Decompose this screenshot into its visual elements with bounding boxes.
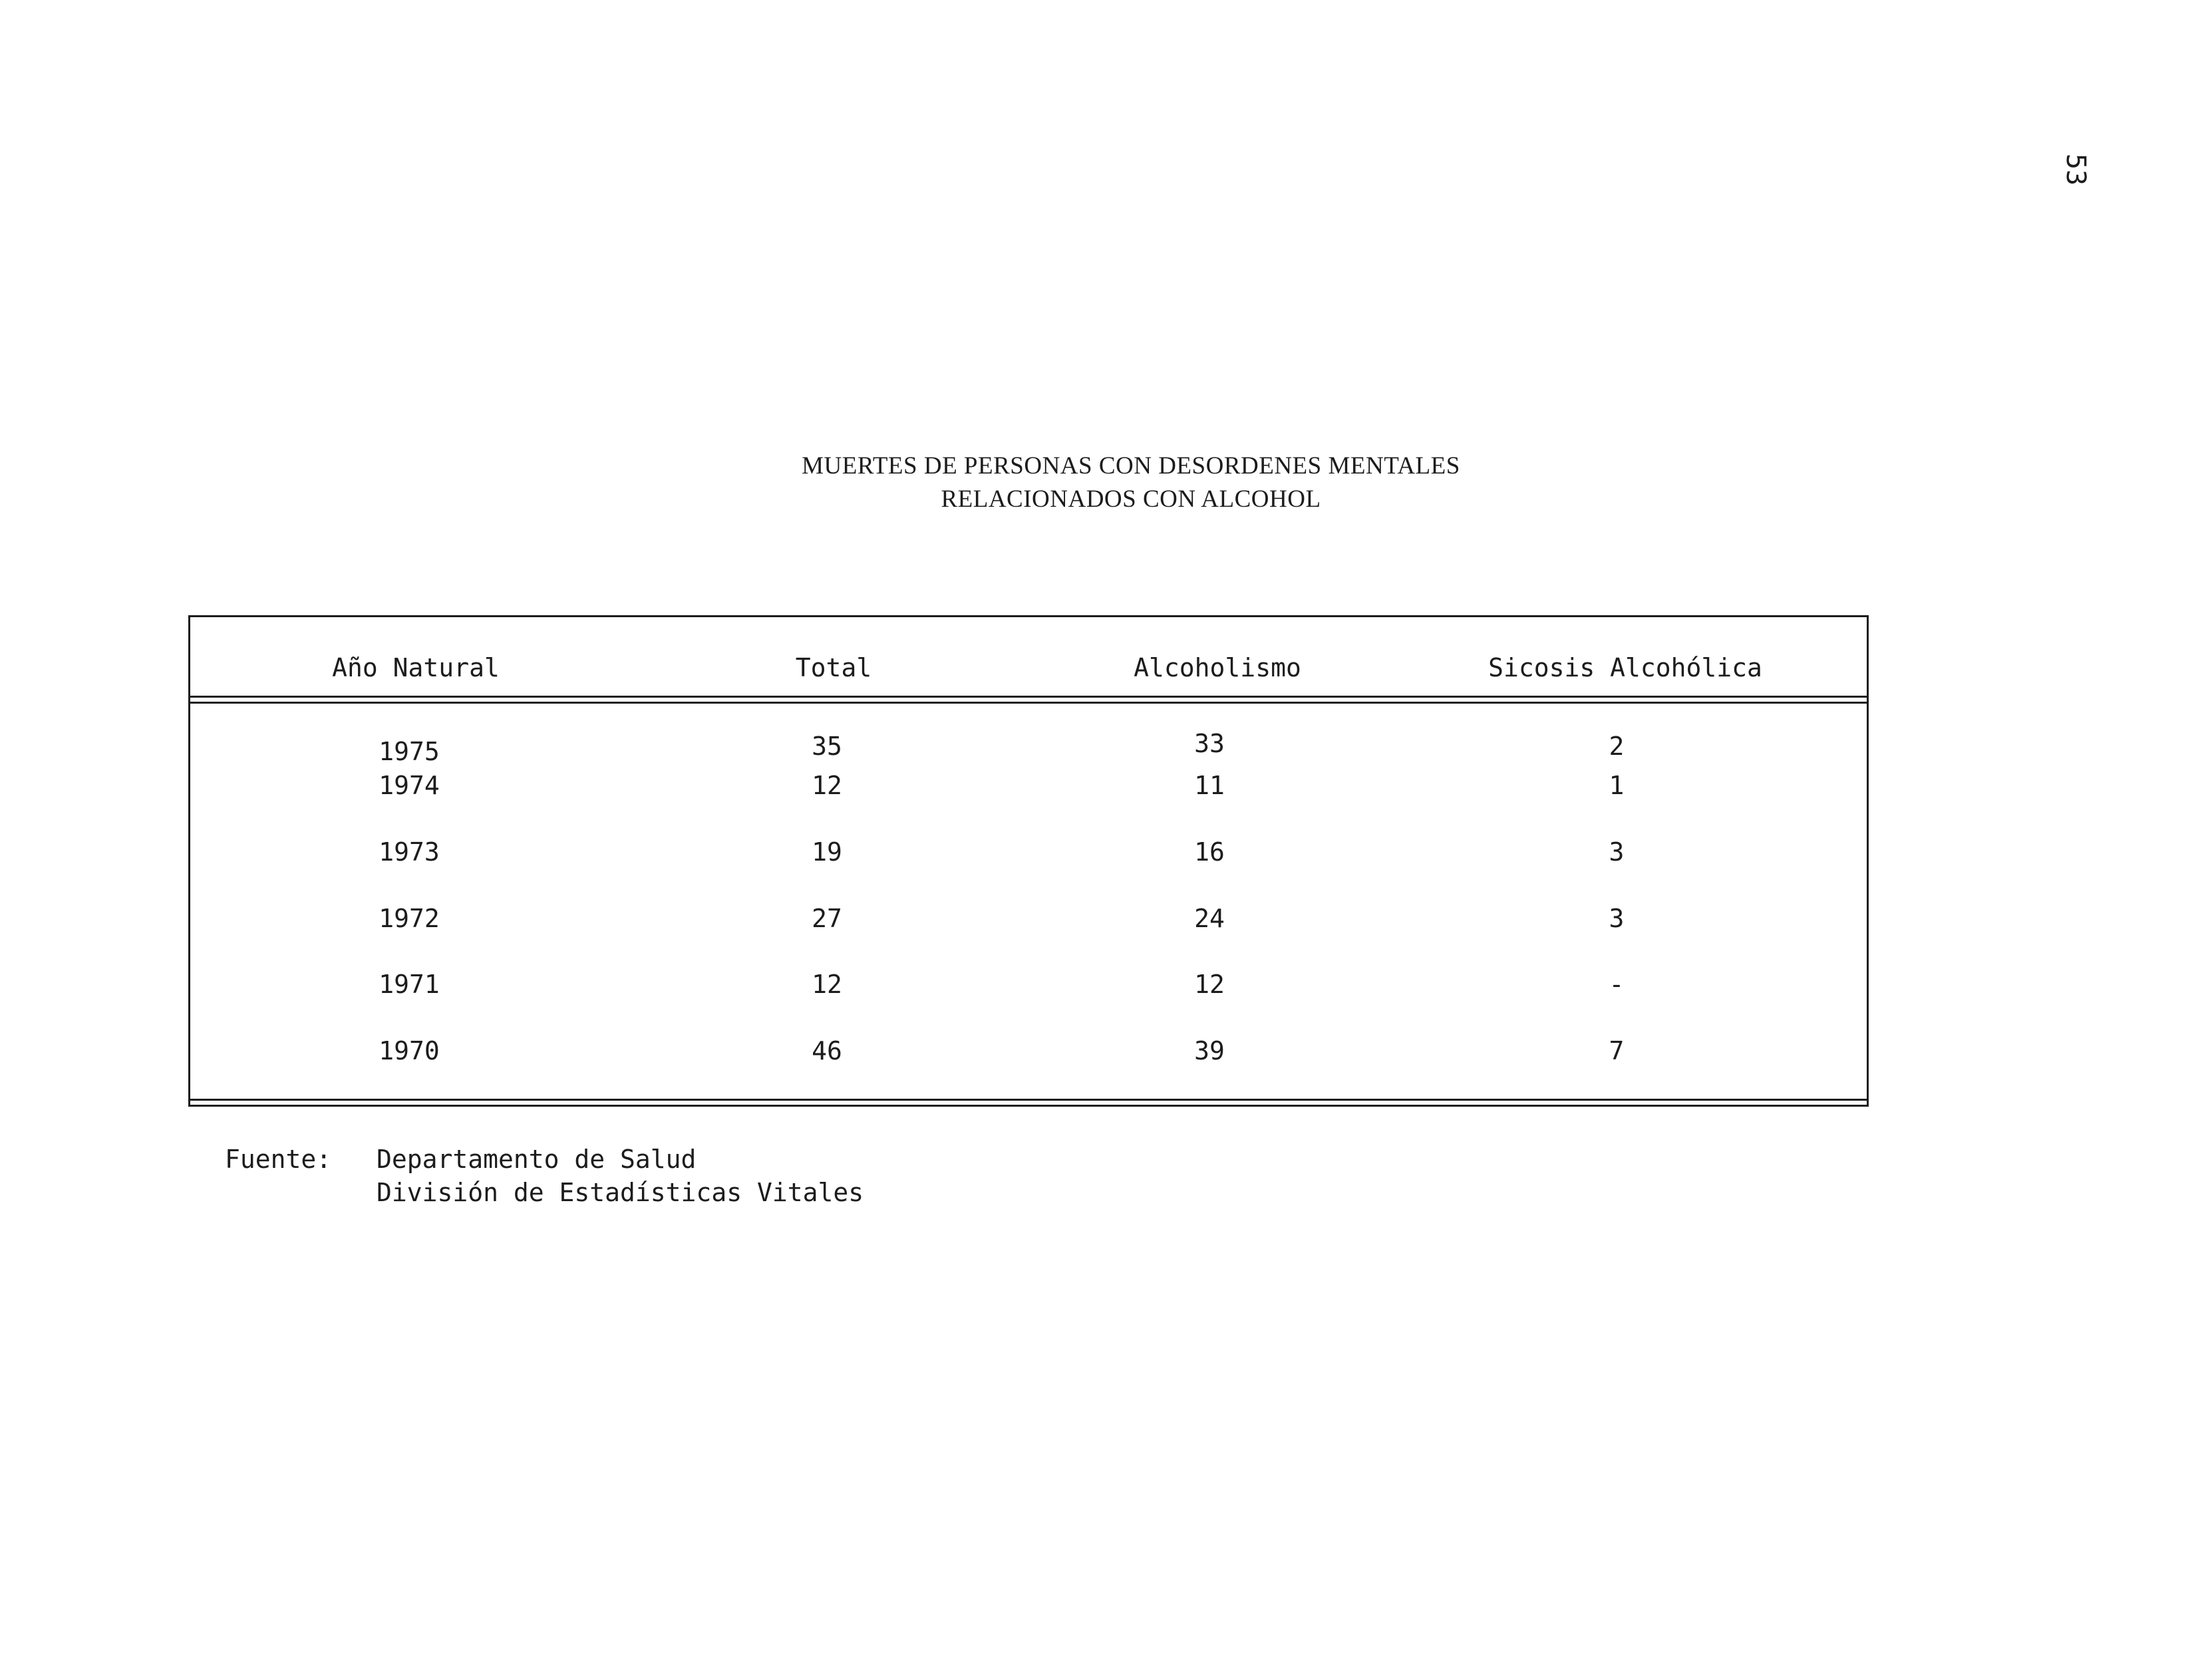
- cell-sicosis: 3: [1609, 904, 1625, 933]
- cell-year: 1970: [379, 1036, 440, 1065]
- cell-year: 1972: [379, 904, 440, 933]
- cell-sicosis: 1: [1609, 771, 1625, 800]
- source-line-1: Departamento de Salud: [377, 1145, 697, 1174]
- cell-alcoholismo: 39: [1194, 1036, 1225, 1065]
- cell-sicosis: 2: [1609, 732, 1625, 761]
- cell-sicosis: 7: [1609, 1036, 1625, 1065]
- cell-total: 12: [812, 771, 842, 800]
- header-sicosis: Sicosis Alcohólica: [1488, 653, 1762, 682]
- table-bottom-rule-1: [188, 1099, 1869, 1101]
- cell-year: 1974: [379, 771, 440, 800]
- cell-year: 1975: [379, 737, 440, 766]
- cell-total: 46: [812, 1036, 842, 1065]
- cell-alcoholismo: 12: [1194, 970, 1225, 999]
- table-top-rule: [188, 615, 1869, 617]
- source-lines: [377, 1143, 864, 1209]
- cell-alcoholismo: 33: [1194, 729, 1225, 758]
- cell-alcoholismo: 11: [1194, 771, 1225, 800]
- cell-sicosis: -: [1609, 970, 1625, 999]
- table-title: [665, 450, 1597, 516]
- source-line-2: División de Estadísticas Vitales: [377, 1178, 864, 1207]
- page-number: 53: [2060, 153, 2091, 186]
- source-label: Fuente:: [225, 1145, 332, 1174]
- header-rule-2: [188, 702, 1869, 704]
- cell-year: 1971: [379, 970, 440, 999]
- title-line-2: RELACIONADOS CON ALCOHOL: [941, 486, 1321, 513]
- cell-total: 35: [812, 732, 842, 761]
- title-line-1: MUERTES DE PERSONAS CON DESORDENES MENTALES: [802, 452, 1460, 480]
- cell-alcoholismo: 24: [1194, 904, 1225, 933]
- cell-total: 27: [812, 904, 842, 933]
- header-alcoholismo: Alcoholismo: [1134, 653, 1301, 682]
- cell-alcoholismo: 16: [1194, 837, 1225, 867]
- cell-year: 1973: [379, 837, 440, 867]
- cell-total: 19: [812, 837, 842, 867]
- table-bottom-rule-2: [188, 1105, 1869, 1107]
- header-total: Total: [795, 653, 872, 682]
- cell-sicosis: 3: [1609, 837, 1625, 867]
- cell-total: 12: [812, 970, 842, 999]
- header-year: Año Natural: [332, 653, 500, 682]
- header-rule-1: [188, 696, 1869, 698]
